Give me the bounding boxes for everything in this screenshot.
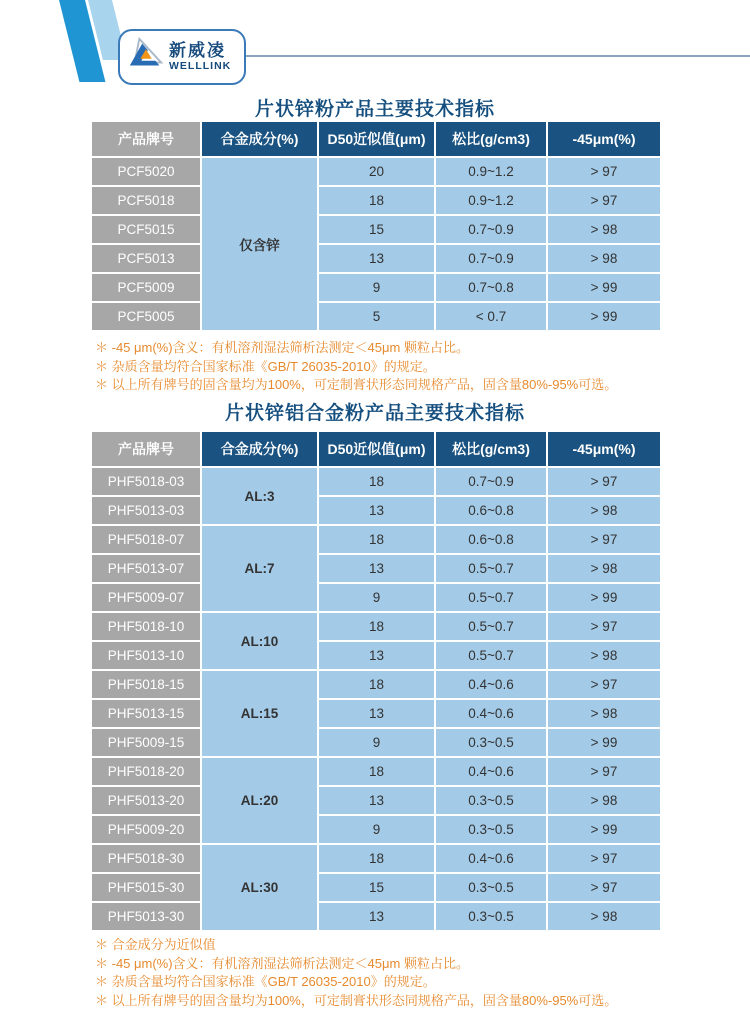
footnote-line: ＊ -45 μm(%)含义：有机溶剂湿法筛析法测定＜45μm 颗粒占比。 xyxy=(95,955,469,971)
d50-cell: 13 xyxy=(318,786,435,815)
density-cell: 0.7~0.9 xyxy=(435,467,547,496)
model-cell: PCF5005 xyxy=(91,302,201,331)
density-cell: 0.4~0.6 xyxy=(435,670,547,699)
table-row xyxy=(91,757,661,786)
d50-cell: 13 xyxy=(318,641,435,670)
footnote-line: ＊ 以上所有牌号的固含量均为100%，可定制膏状形态同规格产品，固含量80%-95%可选。 xyxy=(95,377,618,392)
density-cell: 0.3~0.5 xyxy=(435,873,547,902)
spec-table-zinc-al-powder xyxy=(90,430,662,932)
density-cell: 0.7~0.9 xyxy=(435,215,547,244)
section-title-zinc-powder: 片状锌粉产品主要技术指标 xyxy=(254,99,495,120)
d50-cell: 18 xyxy=(318,670,435,699)
d50-cell: 13 xyxy=(318,244,435,273)
density-cell: 0.4~0.6 xyxy=(435,844,547,873)
company-logo xyxy=(118,29,246,85)
table-row xyxy=(91,786,661,815)
density-cell: 0.5~0.7 xyxy=(435,612,547,641)
footnote-line: ＊ 合金成分为近似值 xyxy=(95,937,216,952)
density-cell: 0.6~0.8 xyxy=(435,496,547,525)
column-header: 合金成分(%) xyxy=(201,121,318,157)
table-row xyxy=(91,583,661,612)
column-header: 产品牌号 xyxy=(91,121,201,157)
table-body xyxy=(91,467,661,931)
model-cell: PHF5013-07 xyxy=(91,554,201,583)
table-row xyxy=(91,844,661,873)
model-cell: PHF5018-15 xyxy=(91,670,201,699)
column-header: D50近似值(μm) xyxy=(318,121,435,157)
um45-cell: > 98 xyxy=(547,496,661,525)
density-cell: 0.3~0.5 xyxy=(435,786,547,815)
density-cell: 0.5~0.7 xyxy=(435,641,547,670)
um45-cell: > 97 xyxy=(547,670,661,699)
d50-cell: 5 xyxy=(318,302,435,331)
model-cell: PHF5013-03 xyxy=(91,496,201,525)
footnote-line: ＊ 杂质含量均符合国家标准《GB/T 26035-2010》的规定。 xyxy=(95,974,436,989)
table-row xyxy=(91,302,661,331)
column-header: -45μm(%) xyxy=(547,121,661,157)
um45-cell: > 99 xyxy=(547,728,661,757)
model-cell: PHF5018-30 xyxy=(91,844,201,873)
model-cell: PCF5015 xyxy=(91,215,201,244)
d50-cell: 18 xyxy=(318,467,435,496)
density-cell: 0.5~0.7 xyxy=(435,554,547,583)
table-row xyxy=(91,215,661,244)
alloy-cell: AL:20 xyxy=(201,757,318,844)
model-cell: PCF5013 xyxy=(91,244,201,273)
table-row xyxy=(91,699,661,728)
column-header: 松比(g/cm3) xyxy=(435,121,547,157)
density-cell: 0.9~1.2 xyxy=(435,186,547,215)
logo-text xyxy=(169,42,231,72)
model-cell: PHF5013-30 xyxy=(91,902,201,931)
d50-cell: 18 xyxy=(318,844,435,873)
table-body xyxy=(91,157,661,331)
table-row xyxy=(91,815,661,844)
um45-cell: > 97 xyxy=(547,612,661,641)
table-row xyxy=(91,612,661,641)
alloy-cell: AL:30 xyxy=(201,844,318,931)
table-row xyxy=(91,186,661,215)
model-cell: PHF5009-20 xyxy=(91,815,201,844)
alloy-cell: AL:10 xyxy=(201,612,318,670)
model-cell: PHF5015-30 xyxy=(91,873,201,902)
um45-cell: > 98 xyxy=(547,786,661,815)
um45-cell: > 99 xyxy=(547,302,661,331)
column-header: 合金成分(%) xyxy=(201,431,318,467)
d50-cell: 18 xyxy=(318,612,435,641)
d50-cell: 9 xyxy=(318,815,435,844)
header-row xyxy=(91,121,661,157)
table-row xyxy=(91,273,661,302)
model-cell: PHF5013-20 xyxy=(91,786,201,815)
um45-cell: > 99 xyxy=(547,583,661,612)
density-cell: 0.5~0.7 xyxy=(435,583,547,612)
um45-cell: > 98 xyxy=(547,641,661,670)
table-header xyxy=(91,121,661,157)
column-header: -45μm(%) xyxy=(547,431,661,467)
model-cell: PCF5009 xyxy=(91,273,201,302)
model-cell: PHF5013-10 xyxy=(91,641,201,670)
um45-cell: > 97 xyxy=(547,873,661,902)
table-row xyxy=(91,670,661,699)
d50-cell: 15 xyxy=(318,873,435,902)
um45-cell: > 97 xyxy=(547,467,661,496)
table-row xyxy=(91,496,661,525)
alloy-cell: AL:3 xyxy=(201,467,318,525)
d50-cell: 18 xyxy=(318,186,435,215)
d50-cell: 13 xyxy=(318,902,435,931)
d50-cell: 9 xyxy=(318,273,435,302)
model-cell: PHF5018-07 xyxy=(91,525,201,554)
footnote-line: ＊ 杂质含量均符合国家标准《GB/T 26035-2010》的规定。 xyxy=(95,358,436,374)
logo-name-cn: 新威凌 xyxy=(169,41,226,61)
model-cell: PHF5009-07 xyxy=(91,583,201,612)
table-row xyxy=(91,873,661,902)
alloy-cell: AL:7 xyxy=(201,525,318,612)
footnote-line: ＊ 以上所有牌号的固含量均为100%，可定制膏状形态同规格产品，固含量80%-95%可选。 xyxy=(95,992,618,1008)
d50-cell: 13 xyxy=(318,554,435,583)
density-cell: < 0.7 xyxy=(435,302,547,331)
um45-cell: > 97 xyxy=(547,525,661,554)
density-cell: 0.4~0.6 xyxy=(435,699,547,728)
d50-cell: 15 xyxy=(318,215,435,244)
header-rule-line xyxy=(246,55,750,57)
density-cell: 0.9~1.2 xyxy=(435,157,547,186)
um45-cell: > 97 xyxy=(547,157,661,186)
model-cell: PHF5018-03 xyxy=(91,467,201,496)
table-row xyxy=(91,728,661,757)
um45-cell: > 98 xyxy=(547,244,661,273)
section-title-zinc-al-powder: 片状锌铝合金粉产品主要技术指标 xyxy=(224,403,525,424)
d50-cell: 18 xyxy=(318,525,435,554)
d50-cell: 9 xyxy=(318,728,435,757)
d50-cell: 9 xyxy=(318,583,435,612)
um45-cell: > 98 xyxy=(547,215,661,244)
um45-cell: > 97 xyxy=(547,186,661,215)
density-cell: 0.7~0.9 xyxy=(435,244,547,273)
alloy-cell: AL:15 xyxy=(201,670,318,757)
um45-cell: > 98 xyxy=(547,902,661,931)
density-cell: 0.3~0.5 xyxy=(435,815,547,844)
alloy-cell: 仅含锌 xyxy=(201,157,318,331)
model-cell: PCF5018 xyxy=(91,186,201,215)
model-cell: PHF5009-15 xyxy=(91,728,201,757)
density-cell: 0.4~0.6 xyxy=(435,757,547,786)
um45-cell: > 98 xyxy=(547,554,661,583)
table-row xyxy=(91,641,661,670)
density-cell: 0.6~0.8 xyxy=(435,525,547,554)
table-row xyxy=(91,244,661,273)
logo-triangle-icon xyxy=(127,36,165,79)
table-row xyxy=(91,525,661,554)
model-cell: PHF5018-10 xyxy=(91,612,201,641)
column-header: 松比(g/cm3) xyxy=(435,431,547,467)
um45-cell: > 99 xyxy=(547,273,661,302)
footnotes-zinc-powder xyxy=(95,339,695,395)
table-row xyxy=(91,467,661,496)
logo-name-en: WELLLINK xyxy=(169,60,232,73)
model-cell: PHF5018-20 xyxy=(91,757,201,786)
d50-cell: 18 xyxy=(318,757,435,786)
density-cell: 0.3~0.5 xyxy=(435,728,547,757)
d50-cell: 13 xyxy=(318,699,435,728)
table-header xyxy=(91,431,661,467)
model-cell: PHF5013-15 xyxy=(91,699,201,728)
spec-table-zinc-powder xyxy=(90,120,662,332)
density-cell: 0.3~0.5 xyxy=(435,902,547,931)
column-header: 产品牌号 xyxy=(91,431,201,467)
column-header: D50近似值(μm) xyxy=(318,431,435,467)
header-row xyxy=(91,431,661,467)
um45-cell: > 97 xyxy=(547,844,661,873)
density-cell: 0.7~0.8 xyxy=(435,273,547,302)
table-row xyxy=(91,554,661,583)
d50-cell: 13 xyxy=(318,496,435,525)
um45-cell: > 98 xyxy=(547,699,661,728)
table-row xyxy=(91,902,661,931)
um45-cell: > 97 xyxy=(547,757,661,786)
model-cell: PCF5020 xyxy=(91,157,201,186)
d50-cell: 20 xyxy=(318,157,435,186)
footnote-line: ＊ -45 μm(%)含义：有机溶剂湿法筛析法测定＜45μm 颗粒占比。 xyxy=(95,340,469,355)
um45-cell: > 99 xyxy=(547,815,661,844)
footnotes-zinc-al-powder xyxy=(95,936,695,1010)
table-row xyxy=(91,157,661,186)
